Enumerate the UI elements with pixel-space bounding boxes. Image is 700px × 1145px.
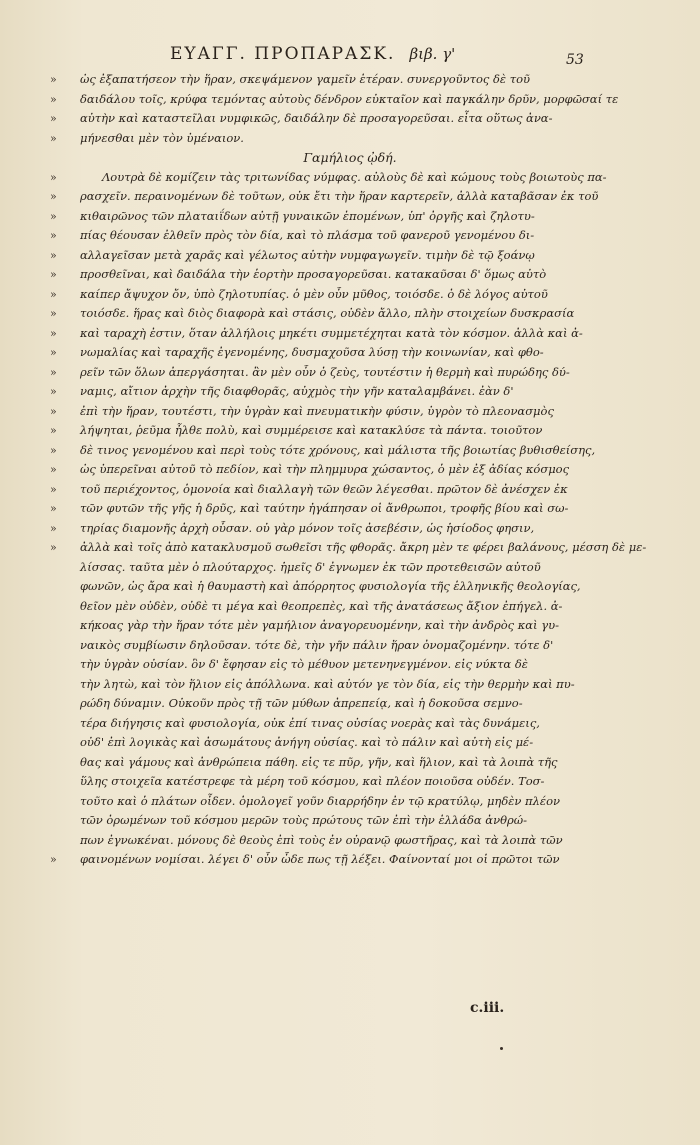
quotation-mark: » [50,92,57,106]
text-line [80,694,580,714]
quotation-mark: » [50,385,57,398]
quotation-mark: » [50,346,57,359]
line-text: πίας θέουσαν ἐλθεῖν πρὸς τὸν δία, καὶ τὸ πλάσμα τοῦ φανεροῦ γενομένου δι- [80,228,535,242]
quotation-mark: » [50,463,57,476]
text-line [50,499,580,519]
text-line [50,265,580,285]
text-line [50,129,580,149]
quotation-mark: » [50,404,57,418]
text-line [50,460,580,480]
quotation-mark: » [50,170,57,184]
line-text: τῶν φυτῶν τῆς γῆς ἡ δρῦς, καὶ ταύτην ἠγάπησαν οἱ ἄνθρωποι, τροφῆς βίου καὶ σω- [80,501,569,515]
quotation-mark: » [50,521,57,535]
line-text: προσθεῖναι, καὶ δαιδάλα τὴν ἑορτὴν προσαγορεῦσαι. κατακαῦσαι δ' ὅμως αὐτὸ [80,267,547,281]
text-line [80,636,580,656]
quotation-mark: » [50,229,57,242]
line-text: νωμαλίας καὶ ταραχῆς ἐγενομένης, δυσμαχοῦσα λύσῃ τὴν κοινωνίαν, καὶ φθο- [80,345,544,359]
quotation-mark: » [50,248,57,262]
text-line [80,831,580,851]
line-text: αλλαγεῖσαν μετὰ χαρᾶς καὶ γέλωτος αὐτὴν νυμφαγωγεῖν. τιμὴν δὲ τῷ ξοάνῳ [80,247,535,262]
quotation-mark: » [50,326,57,340]
text-line [50,168,607,188]
line-text: τοῦ περιέχοντος, ὁμονοία καὶ διαλλαγὴ τῶν θεῶν λέγεσθαι. πρῶτον δὲ ἀνέσχεν ἐκ [80,481,568,496]
line-text: οὐδ' ἐπὶ λογικὰς καὶ ἀσωμάτους ἀνήγη οὐσίας. καὶ τὸ πάλιν καὶ αὐτὴ εἰς μέ- [80,735,534,749]
text-line [50,382,580,402]
text-line [50,304,580,324]
line-text: λήψηται, ῥεῦμα ἦλθε πολὺ, καὶ συμμέρεισε καὶ κατακλύσε τὰ πάντα. τοιοῦτον [80,423,543,437]
text-line [50,187,599,207]
line-text: ὡς ὑπερεῖναι αὐτοῦ τὸ πεδίον, καὶ τὴν πλημμυρα χώσαντος, ὁ μὲν ἐξ ἀδίας κόσμος [80,462,570,476]
line-text: Γαμήλιος ᾠδή. [303,150,397,165]
running-head-title: ΕΥΑΓΓ. ΠΡΟΠΑΡΑΣΚ. [170,44,396,64]
text-line [80,811,580,831]
page-number: 53 [566,52,584,68]
text-line [50,480,580,500]
line-text: μήνεσθαι μὲν τὸν ὑμέναιον. [80,130,244,145]
line-text: ρασχεῖν. περαινομένων δὲ τοῦτων, οὐκ ἔτι τὴν ἥραν καρτερεῖν, ἀλλὰ καταβᾶσαν ἐκ τοῦ [80,189,599,203]
ink-speck [500,1047,503,1050]
line-text: θας καὶ γάμους καὶ ἀνθρώπεια πάθη. εἰς τε πῦρ, γῆν, καὶ ἥλιον, καὶ τὰ λοιπὰ τῆς [80,754,558,769]
text-line [80,655,580,675]
line-text: ἐπὶ τὴν ἥραν, τουτέστι, τὴν ὑγρὰν καὶ πνευματικὴν φύσιν, ὑγρὸν τὸ πλεονασμὸς [80,403,554,418]
line-text: ὕλης στοιχεῖα κατέστρεφε τὰ μέρη τοῦ κόσμου, καὶ πλέον ποιοῦσα οὐδέν. Τοσ- [80,774,545,788]
body-text [50,70,647,870]
line-text: κιθαιρῶνος τῶν πλαταιΐδων αὐτῇ γυναικῶν ἑπομένων, ὑπ' ὀργῆς καὶ ζηλοτυ- [80,208,535,223]
text-line [50,343,580,363]
line-text: ναμις, αἴτιον ἀρχὴν τῆς διαφθορᾶς, αὐχμὸς τὴν γῆν καταλαμβάνει. ἐὰν δ' [80,384,514,398]
line-text: ναικὸς συμβίωσιν δηλοῦσαν. τότε δὲ, τὴν γῆν πάλιν ἥραν ὀνομαζομένην. τότε δ' [80,637,554,652]
text-line [50,70,580,90]
book-number: βιβ. γ' [409,45,456,63]
text-line [50,109,580,129]
line-text: πων ἐγνωκέναι. μόνους δὲ θεοὺς ἐπὶ τοὺς ἐν οὐρανῷ φωστῆρας, καὶ τὰ λοιπὰ τῶν [80,832,563,847]
line-text: Λουτρὰ δὲ κομίζειν τὰς τριτωνίδας νύμφας. αὐλοὺς δὲ καὶ κώμους τοὺς βοιωτοὺς πα- [102,169,607,184]
text-line [80,558,580,578]
quotation-mark: » [50,502,57,515]
line-text: καὶ ταραχὴ ἐστιν, ὅταν ἀλλήλοις μηκέτι συμμετέχηται κατὰ τὸν κόσμον. ἀλλὰ καὶ ἀ- [80,325,583,340]
text-line [80,792,580,812]
text-line [80,675,580,695]
quotation-mark: » [50,287,57,301]
line-text: αὐτὴν καὶ καταστεῖλαι νυμφικῶς, δαιδάλην δὲ προσαγορεῦσαι. εἶτα οὕτως ἀνα- [80,111,553,125]
text-line [50,441,596,461]
quotation-mark: » [50,482,57,496]
line-text: κήκοας γὰρ τὴν ἥραν τότε μὲν γαμήλιον ἀναγορευομένην, καὶ τὴν ἀνδρὸς καὶ γυ- [80,618,559,632]
text-line [50,363,580,383]
text-line [50,285,580,305]
text-line [50,226,580,246]
quotation-mark: » [50,73,57,86]
text-line [80,772,580,792]
quotation-mark: » [50,190,57,203]
text-line [50,421,580,441]
quotation-mark: » [50,424,57,437]
line-text: τοῦτο καὶ ὁ πλάτων οἶδεν. ὁμολογεῖ γοῦν διαρρήδην ἐν τῷ κρατύλῳ, μηδὲν πλέον [80,793,560,808]
text-line [50,402,580,422]
line-text: ἀλλὰ καὶ τοῖς ἀπὸ κατακλυσμοῦ σωθεῖσι τῆς φθορᾶς. ἄκρη μὲν τε φέρει βαλάνους, μέσση δὲ με- [80,540,647,554]
line-text: τοιόσδε. ἥρας καὶ διὸς διαφορὰ καὶ στάσις, οὐδὲν ἄλλο, πλὴν στοιχείων δυσκρασία [80,306,575,320]
text-line [50,246,580,266]
text-line [80,714,580,734]
quotation-mark: » [50,209,57,223]
line-text: τὴν ὑγρὰν οὐσίαν. ὃν δ' ἔφησαν εἰς τὸ μέθυον μετενηνεγμένον. εἰς νύκτα δὲ [80,657,528,671]
text-line [50,324,583,344]
quotation-mark: » [50,131,57,145]
signature-mark: c.iii. [470,1000,505,1016]
text-line [80,753,580,773]
text-line [50,519,580,539]
line-text: τῶν ὁρωμένων τοῦ κόσμου μερῶν τοὺς πρώτους τῶν ἐπὶ τὴν ἑλλάδα ἀνθρώ- [80,813,528,827]
quotation-mark: » [50,443,57,457]
text-line [80,733,580,753]
text-line [50,90,619,110]
quotation-mark: » [50,365,57,379]
text-line [50,207,580,227]
text-line [80,616,580,636]
quotation-mark: » [50,307,57,320]
line-text: τὴν λητὼ, καὶ τὸν ἥλιον εἰς ἀπόλλωνα. καὶ αὐτόν γε τὸν δία, εἰς τὴν θερμὴν καὶ πυ- [80,676,575,691]
line-text: τέρα διήγησις καὶ φυσιολογία, οὐκ ἐπί τινας οὐσίας νοερὰς καὶ τὰς δυνάμεις, [80,715,540,730]
text-line [50,850,580,870]
line-text: φωνῶν, ὡς ἄρα καὶ ἡ θαυμαστὴ καὶ ἀπόρρητος φυσιολογία τῆς ἑλληνικῆς θεολογίας, [80,579,581,593]
line-text: καίπερ ἄψυχον ὄν, ὑπὸ ζηλοτυπίας. ὁ μὲν οὖν μῦθος, τοιόσδε. ὁ δὲ λόγος αὐτοῦ [80,286,548,301]
line-text: λίσσας. ταῦτα μὲν ὁ πλούταρχος. ἡμεῖς δ' ἐγνωμεν ἐκ τῶν προτεθεισῶν αὐτοῦ [80,559,541,574]
text-line [80,597,580,617]
text-line [80,577,580,597]
text-line [50,538,647,558]
quotation-mark: » [50,541,57,554]
line-text: θεῖον μὲν οὐδὲν, οὐδὲ τι μέγα καὶ θεοπρεπὲς, καὶ τῆς ἀνατάσεως ἄξιον ἐπήγελ. ἀ- [80,598,563,613]
line-text: ὡς ἐξαπατήσεον τὴν ἥραν, σκεψάμενον γαμεῖν ἑτέραν. συνεργοῦντος δὲ τοῦ [80,72,531,86]
line-text: ρεῖν τῶν ὅλων ἀπεργάσηται. ἂν μὲν οὖν ὁ ζεὺς, τουτέστιν ἡ θερμὴ καὶ πυρώδης δύ- [80,364,570,379]
line-text: ρώδη δύναμιν. Οὐκοῦν πρὸς τῇ τῶν μύθων ἀπρεπείᾳ, καὶ ἡ δοκοῦσα σεμνο- [80,696,523,710]
line-text: φαινομένων νομίσαι. λέγει δ' οὖν ὧδε πως τῇ λέξει. Φαίνονταί μοι οἱ πρῶτοι τῶν [80,852,560,866]
line-text: τηρίας διαμονῆς ἀρχὴ οὖσαν. οὐ γὰρ μόνον τοῖς ἀσεβέσιν, ὡς ἡσίοδος φησιν, [80,520,535,535]
quotation-mark: » [50,853,57,866]
quotation-mark: » [50,268,57,281]
quotation-mark: » [50,112,57,125]
running-head [170,44,590,64]
line-text: δαιδάλου τοῖς, κρύφα τεμόντας αὐτοὺς δένδρον εὐκταῖον καὶ παγκάλην δρῦν, μορφῶσαί τε [80,91,619,106]
section-heading [80,148,580,168]
line-text: δὲ τινος γενομένου καὶ περὶ τοὺς τότε χρόνους, καὶ μάλιστα τῆς βοιωτίας βυθισθείσης, [80,442,596,457]
